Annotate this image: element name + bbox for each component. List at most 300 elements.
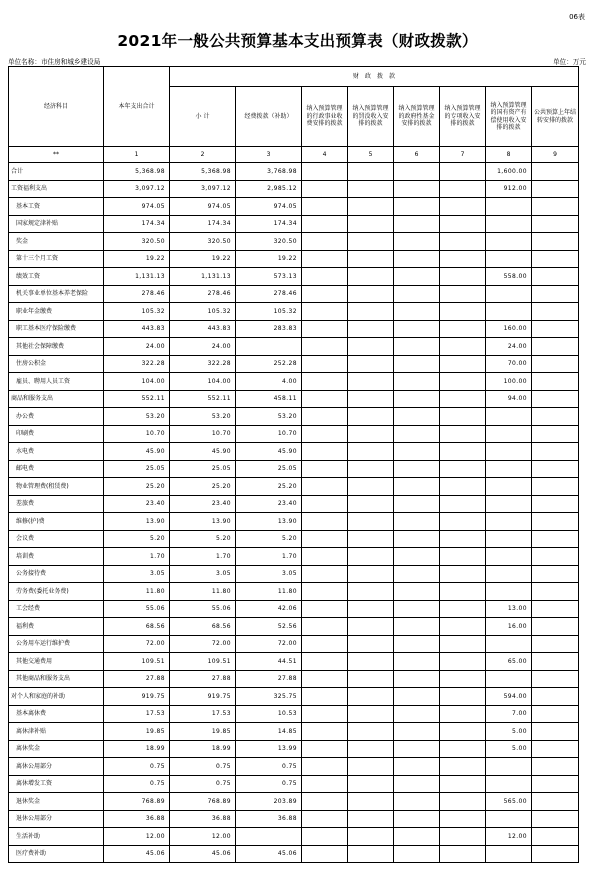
total-cell: 104.00 [104, 373, 170, 391]
col6-cell [394, 303, 440, 321]
col5-cell [348, 548, 394, 566]
subtotal-cell: 18.99 [170, 740, 236, 758]
col4-cell [302, 320, 348, 338]
total-cell: 5.20 [104, 530, 170, 548]
header-total: 本年支出合计 [104, 67, 170, 147]
col4-cell [302, 600, 348, 618]
col9-cell [532, 530, 579, 548]
col5-cell [348, 320, 394, 338]
col4-cell [302, 478, 348, 496]
subtotal-cell: 322.28 [170, 355, 236, 373]
col9-cell [532, 320, 579, 338]
col9-cell [532, 163, 579, 181]
col8-cell: 160.00 [486, 320, 532, 338]
subtotal-cell: 45.90 [170, 443, 236, 461]
col5-cell [348, 460, 394, 478]
subtotal-cell: 3,097.12 [170, 180, 236, 198]
col5-cell [348, 408, 394, 426]
col7-cell [440, 338, 486, 356]
table-row [9, 215, 579, 233]
subtotal-cell: 105.32 [170, 303, 236, 321]
row-name-cell: 住房公积金 [9, 355, 104, 373]
col9-cell [532, 548, 579, 566]
col6-cell [394, 285, 440, 303]
total-cell: 5,368.98 [104, 163, 170, 181]
col6-cell [394, 408, 440, 426]
subtotal-cell: 12.00 [170, 828, 236, 846]
total-cell: 174.34 [104, 215, 170, 233]
row-name-cell: 物业管理费(租赁费) [9, 478, 104, 496]
table-row [9, 408, 579, 426]
col8-cell [486, 670, 532, 688]
col7-cell [440, 635, 486, 653]
col6-cell [394, 635, 440, 653]
col8-cell [486, 810, 532, 828]
unit-name-label: 单位名称：市住房和城乡建设局 [8, 58, 101, 66]
col9-cell [532, 845, 579, 863]
col8-cell [486, 775, 532, 793]
col9-cell [532, 338, 579, 356]
table-row [9, 758, 579, 776]
col5-cell [348, 653, 394, 671]
funding-cell: 11.80 [236, 583, 302, 601]
col8-cell [486, 215, 532, 233]
header-subtotal: 小 计 [170, 87, 236, 147]
subtotal-cell: 552.11 [170, 390, 236, 408]
subtotal-cell: 24.00 [170, 338, 236, 356]
funding-cell: 0.75 [236, 775, 302, 793]
col8-cell [486, 198, 532, 216]
col4-cell [302, 793, 348, 811]
table-row [9, 828, 579, 846]
funding-cell: 3.05 [236, 565, 302, 583]
col8-cell: 65.00 [486, 653, 532, 671]
row-name-cell: 印刷费 [9, 425, 104, 443]
col8-cell: 5.00 [486, 723, 532, 741]
col9-cell [532, 355, 579, 373]
col4-cell [302, 513, 348, 531]
row-name-cell: 绩效工资 [9, 268, 104, 286]
col5-cell [348, 198, 394, 216]
col9-cell [532, 215, 579, 233]
col8-cell [486, 513, 532, 531]
col7-cell [440, 268, 486, 286]
col8-cell [486, 583, 532, 601]
table-row [9, 530, 579, 548]
col6-cell [394, 583, 440, 601]
row-name-cell: 公务用车运行维护费 [9, 635, 104, 653]
total-cell: 19.22 [104, 250, 170, 268]
subtotal-cell: 104.00 [170, 373, 236, 391]
form-code: 06表 [569, 13, 585, 21]
col5-cell [348, 828, 394, 846]
index-cell: 3 [236, 147, 302, 163]
subtotal-cell: 11.80 [170, 583, 236, 601]
funding-cell: 25.05 [236, 460, 302, 478]
row-name-cell: 退休公用部分 [9, 810, 104, 828]
total-cell: 278.46 [104, 285, 170, 303]
funding-cell: 4.00 [236, 373, 302, 391]
col8-cell [486, 460, 532, 478]
col5-cell [348, 565, 394, 583]
col5-cell [348, 635, 394, 653]
total-cell: 27.88 [104, 670, 170, 688]
col4-cell [302, 355, 348, 373]
index-cell: 7 [440, 147, 486, 163]
table-row [9, 723, 579, 741]
col8-cell: 7.00 [486, 705, 532, 723]
col7-cell [440, 390, 486, 408]
row-name-cell: 职工基本医疗保险缴费 [9, 320, 104, 338]
row-name-cell: 其他商品和服务支出 [9, 670, 104, 688]
table-row [9, 548, 579, 566]
table-row [9, 653, 579, 671]
col4-cell [302, 303, 348, 321]
row-name-cell: 商品和服务支出 [9, 390, 104, 408]
total-cell: 53.20 [104, 408, 170, 426]
col5-cell [348, 775, 394, 793]
col9-cell [532, 495, 579, 513]
subtotal-cell: 10.70 [170, 425, 236, 443]
col6-cell [394, 478, 440, 496]
funding-cell: 14.85 [236, 723, 302, 741]
col7-cell [440, 548, 486, 566]
index-cell: 4 [302, 147, 348, 163]
col4-cell [302, 705, 348, 723]
col4-cell [302, 233, 348, 251]
total-cell: 18.99 [104, 740, 170, 758]
subtotal-cell: 768.89 [170, 793, 236, 811]
col4-cell [302, 565, 348, 583]
total-cell: 105.32 [104, 303, 170, 321]
col6-cell [394, 268, 440, 286]
col5-cell [348, 793, 394, 811]
col9-cell [532, 565, 579, 583]
subtotal-cell: 55.06 [170, 600, 236, 618]
col4-cell [302, 723, 348, 741]
col6-cell [394, 163, 440, 181]
total-cell: 10.70 [104, 425, 170, 443]
col6-cell [394, 180, 440, 198]
col9-cell [532, 828, 579, 846]
funding-cell: 458.11 [236, 390, 302, 408]
col7-cell [440, 320, 486, 338]
col8-cell [486, 478, 532, 496]
col6-cell [394, 775, 440, 793]
subtotal-cell: 45.06 [170, 845, 236, 863]
col5-cell [348, 810, 394, 828]
total-cell: 25.05 [104, 460, 170, 478]
col7-cell [440, 688, 486, 706]
col9-cell [532, 443, 579, 461]
col7-cell [440, 215, 486, 233]
col6-cell [394, 320, 440, 338]
col8-cell [486, 250, 532, 268]
col9-cell [532, 180, 579, 198]
col5-cell [348, 390, 394, 408]
table-row [9, 373, 579, 391]
col8-cell: 100.00 [486, 373, 532, 391]
col5-cell [348, 740, 394, 758]
total-cell: 0.75 [104, 758, 170, 776]
col9-cell [532, 460, 579, 478]
subtotal-cell: 0.75 [170, 758, 236, 776]
col6-cell [394, 443, 440, 461]
header-col4: 纳入预算管理的行政事业收费安排的拨款 [302, 87, 348, 147]
col6-cell [394, 530, 440, 548]
col4-cell [302, 460, 348, 478]
header-col9: 公共预算上年结转安排的拨款 [532, 87, 579, 147]
col4-cell [302, 425, 348, 443]
table-row [9, 198, 579, 216]
col5-cell [348, 513, 394, 531]
row-name-cell: 工会经费 [9, 600, 104, 618]
row-name-cell: 其他社会保障缴费 [9, 338, 104, 356]
table-row [9, 845, 579, 863]
subtotal-cell: 19.85 [170, 723, 236, 741]
table-row [9, 775, 579, 793]
total-cell: 17.53 [104, 705, 170, 723]
funding-cell: 45.90 [236, 443, 302, 461]
col7-cell [440, 793, 486, 811]
col8-cell [486, 408, 532, 426]
col6-cell [394, 758, 440, 776]
index-cell: 6 [394, 147, 440, 163]
col7-cell [440, 828, 486, 846]
col8-cell [486, 285, 532, 303]
header-col8: 纳入预算管理的国有资产有偿使用收入安排的拨款 [486, 87, 532, 147]
row-name-cell: 维修(护)费 [9, 513, 104, 531]
col5-cell [348, 670, 394, 688]
total-cell: 11.80 [104, 583, 170, 601]
col4-cell [302, 390, 348, 408]
funding-cell: 278.46 [236, 285, 302, 303]
subtotal-cell: 109.51 [170, 653, 236, 671]
header-econ: 经济科目 [9, 67, 104, 147]
col6-cell [394, 338, 440, 356]
table-row [9, 285, 579, 303]
row-name-cell: 对个人和家庭的补助 [9, 688, 104, 706]
header-col6: 纳入预算管理的政府性基金安排的拨款 [394, 87, 440, 147]
col4-cell [302, 180, 348, 198]
col7-cell [440, 758, 486, 776]
index-cell: ** [9, 147, 104, 163]
col8-cell [486, 565, 532, 583]
col4-cell [302, 250, 348, 268]
col7-cell [440, 460, 486, 478]
col8-cell [486, 635, 532, 653]
funding-cell [236, 828, 302, 846]
col9-cell [532, 408, 579, 426]
subtotal-cell: 68.56 [170, 618, 236, 636]
col6-cell [394, 828, 440, 846]
subtotal-cell: 25.05 [170, 460, 236, 478]
table-row [9, 793, 579, 811]
row-name-cell: 离休津补贴 [9, 723, 104, 741]
header-funding: 经费拨款（补助） [236, 87, 302, 147]
col6-cell [394, 723, 440, 741]
page-title: 2021年一般公共预算基本支出预算表（财政拨款） [117, 32, 478, 50]
col6-cell [394, 600, 440, 618]
funding-cell: 10.53 [236, 705, 302, 723]
funding-cell: 325.75 [236, 688, 302, 706]
col9-cell [532, 268, 579, 286]
col7-cell [440, 198, 486, 216]
col8-cell [486, 443, 532, 461]
col9-cell [532, 793, 579, 811]
col4-cell [302, 285, 348, 303]
col5-cell [348, 355, 394, 373]
row-name-cell: 机关事业单位基本养老保险 [9, 285, 104, 303]
col9-cell [532, 478, 579, 496]
col4-cell [302, 618, 348, 636]
table-row [9, 810, 579, 828]
col6-cell [394, 845, 440, 863]
col6-cell [394, 495, 440, 513]
col4-cell [302, 443, 348, 461]
row-name-cell: 其他交通费用 [9, 653, 104, 671]
col8-cell [486, 530, 532, 548]
table-row [9, 425, 579, 443]
col6-cell [394, 670, 440, 688]
subtotal-cell: 27.88 [170, 670, 236, 688]
row-name-cell: 离休公用部分 [9, 758, 104, 776]
col8-cell [486, 845, 532, 863]
total-cell: 24.00 [104, 338, 170, 356]
col6-cell [394, 355, 440, 373]
col6-cell [394, 810, 440, 828]
total-cell: 919.75 [104, 688, 170, 706]
table-row [9, 670, 579, 688]
col8-cell: 1,600.00 [486, 163, 532, 181]
total-cell: 13.90 [104, 513, 170, 531]
col8-cell: 594.00 [486, 688, 532, 706]
row-name-cell: 国家规定津补贴 [9, 215, 104, 233]
row-name-cell: 职业年金缴费 [9, 303, 104, 321]
col9-cell [532, 670, 579, 688]
col5-cell [348, 373, 394, 391]
col6-cell [394, 740, 440, 758]
subtotal-cell: 36.88 [170, 810, 236, 828]
total-cell: 72.00 [104, 635, 170, 653]
col4-cell [302, 635, 348, 653]
col6-cell [394, 653, 440, 671]
col9-cell [532, 233, 579, 251]
funding-cell: 3,768.98 [236, 163, 302, 181]
total-cell: 3.05 [104, 565, 170, 583]
index-cell: 2 [170, 147, 236, 163]
row-name-cell: 合计 [9, 163, 104, 181]
index-cell: 8 [486, 147, 532, 163]
row-name-cell: 奖金 [9, 233, 104, 251]
table-row [9, 233, 579, 251]
col8-cell [486, 495, 532, 513]
money-unit-label: 单位：万元 [553, 58, 586, 66]
subtotal-cell: 5.20 [170, 530, 236, 548]
col6-cell [394, 460, 440, 478]
col7-cell [440, 163, 486, 181]
col6-cell [394, 233, 440, 251]
total-cell: 36.88 [104, 810, 170, 828]
col7-cell [440, 618, 486, 636]
col9-cell [532, 635, 579, 653]
row-name-cell: 水电费 [9, 443, 104, 461]
subtotal-cell: 25.20 [170, 478, 236, 496]
header-fiscal: 财 政 拨 款 [170, 67, 579, 87]
col4-cell [302, 495, 348, 513]
funding-cell: 320.50 [236, 233, 302, 251]
subtotal-cell: 443.83 [170, 320, 236, 338]
total-cell: 3,097.12 [104, 180, 170, 198]
funding-cell: 5.20 [236, 530, 302, 548]
table-row [9, 338, 579, 356]
funding-cell [236, 338, 302, 356]
col9-cell [532, 758, 579, 776]
col5-cell [348, 723, 394, 741]
subtotal-cell: 320.50 [170, 233, 236, 251]
table-row [9, 600, 579, 618]
col8-cell: 5.00 [486, 740, 532, 758]
col8-cell [486, 425, 532, 443]
col4-cell [302, 530, 348, 548]
row-name-cell: 雇员、聘用人员工资 [9, 373, 104, 391]
funding-cell: 573.13 [236, 268, 302, 286]
funding-cell: 52.56 [236, 618, 302, 636]
col8-cell: 13.00 [486, 600, 532, 618]
col8-cell: 94.00 [486, 390, 532, 408]
row-name-cell: 离休增发工资 [9, 775, 104, 793]
col5-cell [348, 180, 394, 198]
total-cell: 1,131.13 [104, 268, 170, 286]
row-name-cell: 基本工资 [9, 198, 104, 216]
funding-cell: 23.40 [236, 495, 302, 513]
subtotal-cell: 23.40 [170, 495, 236, 513]
col7-cell [440, 355, 486, 373]
col4-cell [302, 198, 348, 216]
col9-cell [532, 600, 579, 618]
col7-cell [440, 670, 486, 688]
col4-cell [302, 408, 348, 426]
col5-cell [348, 425, 394, 443]
col7-cell [440, 653, 486, 671]
col9-cell [532, 688, 579, 706]
funding-cell: 974.05 [236, 198, 302, 216]
row-name-cell: 生活补助 [9, 828, 104, 846]
table-row [9, 495, 579, 513]
row-name-cell: 差旅费 [9, 495, 104, 513]
col4-cell [302, 373, 348, 391]
col7-cell [440, 180, 486, 198]
col5-cell [348, 285, 394, 303]
subtotal-cell: 3.05 [170, 565, 236, 583]
col6-cell [394, 618, 440, 636]
funding-cell: 0.75 [236, 758, 302, 776]
col9-cell [532, 740, 579, 758]
col5-cell [348, 705, 394, 723]
col5-cell [348, 268, 394, 286]
total-cell: 974.05 [104, 198, 170, 216]
funding-cell: 25.20 [236, 478, 302, 496]
funding-cell: 203.89 [236, 793, 302, 811]
table-row [9, 460, 579, 478]
col6-cell [394, 688, 440, 706]
header-col7: 纳入预算管理的专项收入安排的拨款 [440, 87, 486, 147]
col4-cell [302, 740, 348, 758]
table-row [9, 163, 579, 181]
col4-cell [302, 810, 348, 828]
funding-cell: 252.28 [236, 355, 302, 373]
col8-cell: 70.00 [486, 355, 532, 373]
